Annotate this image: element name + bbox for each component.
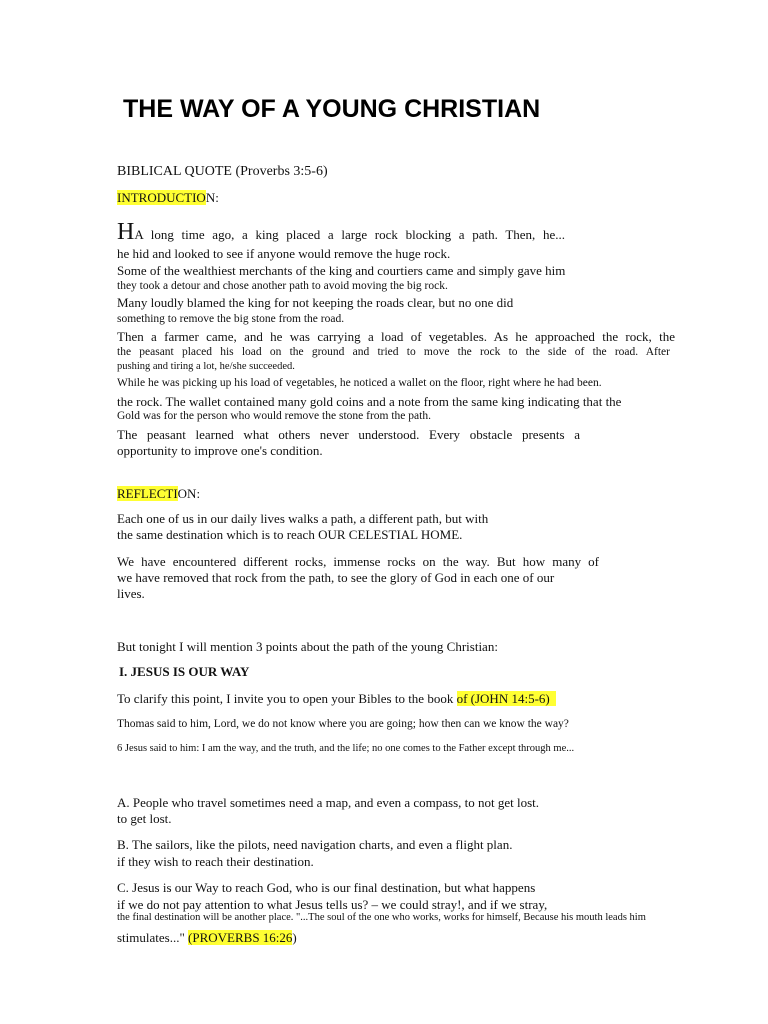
reflection-paragraph-line: lives.	[117, 586, 145, 601]
point-one-heading: I. JESUS IS OUR WAY	[119, 664, 250, 679]
reflection-paragraph-line: the same destination which is to reach OUR CELESTIAL HOME.	[117, 527, 463, 542]
introduction-line: Then a farmer came, and he was carrying a load of vegetables. As he approached the rock, the	[117, 329, 675, 344]
point-b-line: B. The sailors, like the pilots, need navigation charts, and even a flight plan.	[117, 837, 513, 852]
reflection-paragraph-line: We have encountered different rocks, immense rocks on the way. But how many of	[117, 554, 599, 569]
introduction-heading-rest: N:	[205, 190, 219, 205]
reflection-heading-highlighted: REFLECTI	[117, 486, 178, 501]
reflection-heading	[117, 487, 200, 500]
introduction-first-line-text: A long time ago, a king placed a large rock blocking a path. Then, he...	[134, 227, 565, 242]
point-a-line: A. People who travel sometimes need a map, and even a compass, to not get lost.	[117, 795, 540, 810]
point-c-line: the final destination will be another place. "...The soul of the one who works, works for himself, Because his mouth leads him	[117, 912, 646, 923]
introduction-line: opportunity to improve one's condition.	[117, 443, 323, 458]
point-c-line: if we do not pay attention to what Jesus tells us? – we could stray!, and if we stray,	[117, 897, 548, 912]
introduction-line: Gold was for the person who would remove the stone from the path.	[117, 410, 431, 422]
page-title: THE WAY OF A YOUNG CHRISTIAN	[123, 95, 541, 123]
introduction-line: The peasant learned what others never understood. Every obstacle presents a	[117, 427, 580, 442]
point-b-line: if they wish to reach their destination.	[117, 854, 314, 869]
introduction-first-line	[117, 220, 565, 244]
introduction-heading-highlighted: INTRODUCTIO	[117, 190, 206, 205]
introduction-line: Some of the wealthiest merchants of the king and courtiers came and simply gave him	[117, 263, 566, 278]
introduction-line: something to remove the big stone from the road.	[117, 313, 345, 325]
introduction-line: pushing and tiring a lot, he/she succeeded.	[117, 361, 295, 372]
reflection-heading-rest: ON:	[177, 486, 201, 501]
jesus-quote: 6 Jesus said to him: I am the way, and the truth, and the life; no one comes to the Father except through me...	[117, 743, 575, 754]
reflection-paragraph-line: Each one of us in our daily lives walks a path, a different path, but with	[117, 511, 489, 526]
introduction-line: the rock. The wallet contained many gold coins and a note from the same king indicating that the	[117, 394, 622, 409]
thomas-quote: Thomas said to him, Lord, we do not know where you are going; how then can we know the way?	[117, 718, 569, 730]
introduction-line: Many loudly blamed the king for not keeping the roads clear, but no one did	[117, 295, 514, 310]
point-c-last-text: stimulates..."	[117, 930, 189, 945]
introduction-line: he hid and looked to see if anyone would remove the huge rock.	[117, 246, 451, 261]
introduction-line: the peasant placed his load on the ground and tried to move the rock to the side of the road. After	[117, 346, 670, 358]
point-c-last-line	[117, 931, 297, 944]
clarify-scripture-ref: of (JOHN 14:5-6)	[456, 691, 557, 706]
point-c-scripture-ref: (PROVERBS 16:26	[188, 930, 293, 945]
point-a-line: to get lost.	[117, 811, 172, 826]
point-c-line: C. Jesus is our Way to reach God, who is our final destination, but what happens	[117, 880, 536, 895]
introduction-heading	[117, 191, 219, 204]
introduction-line: they took a detour and chose another path to avoid moving the big rock.	[117, 280, 448, 292]
introduction-line: While he was picking up his load of vegetables, he noticed a wallet on the floor, right where he had been.	[117, 377, 602, 389]
drop-cap: H	[117, 219, 135, 245]
clarify-text: To clarify this point, I invite you to open your Bibles to the book	[117, 691, 457, 706]
tonight-line: But tonight I will mention 3 points about the path of the young Christian:	[117, 639, 498, 654]
point-c-close-paren: )	[292, 930, 297, 945]
clarify-line	[117, 692, 556, 705]
reflection-paragraph-line: we have removed that rock from the path, to see the glory of God in each one of our	[117, 570, 555, 585]
biblical-quote: BIBLICAL QUOTE (Proverbs 3:5-6)	[117, 164, 328, 179]
